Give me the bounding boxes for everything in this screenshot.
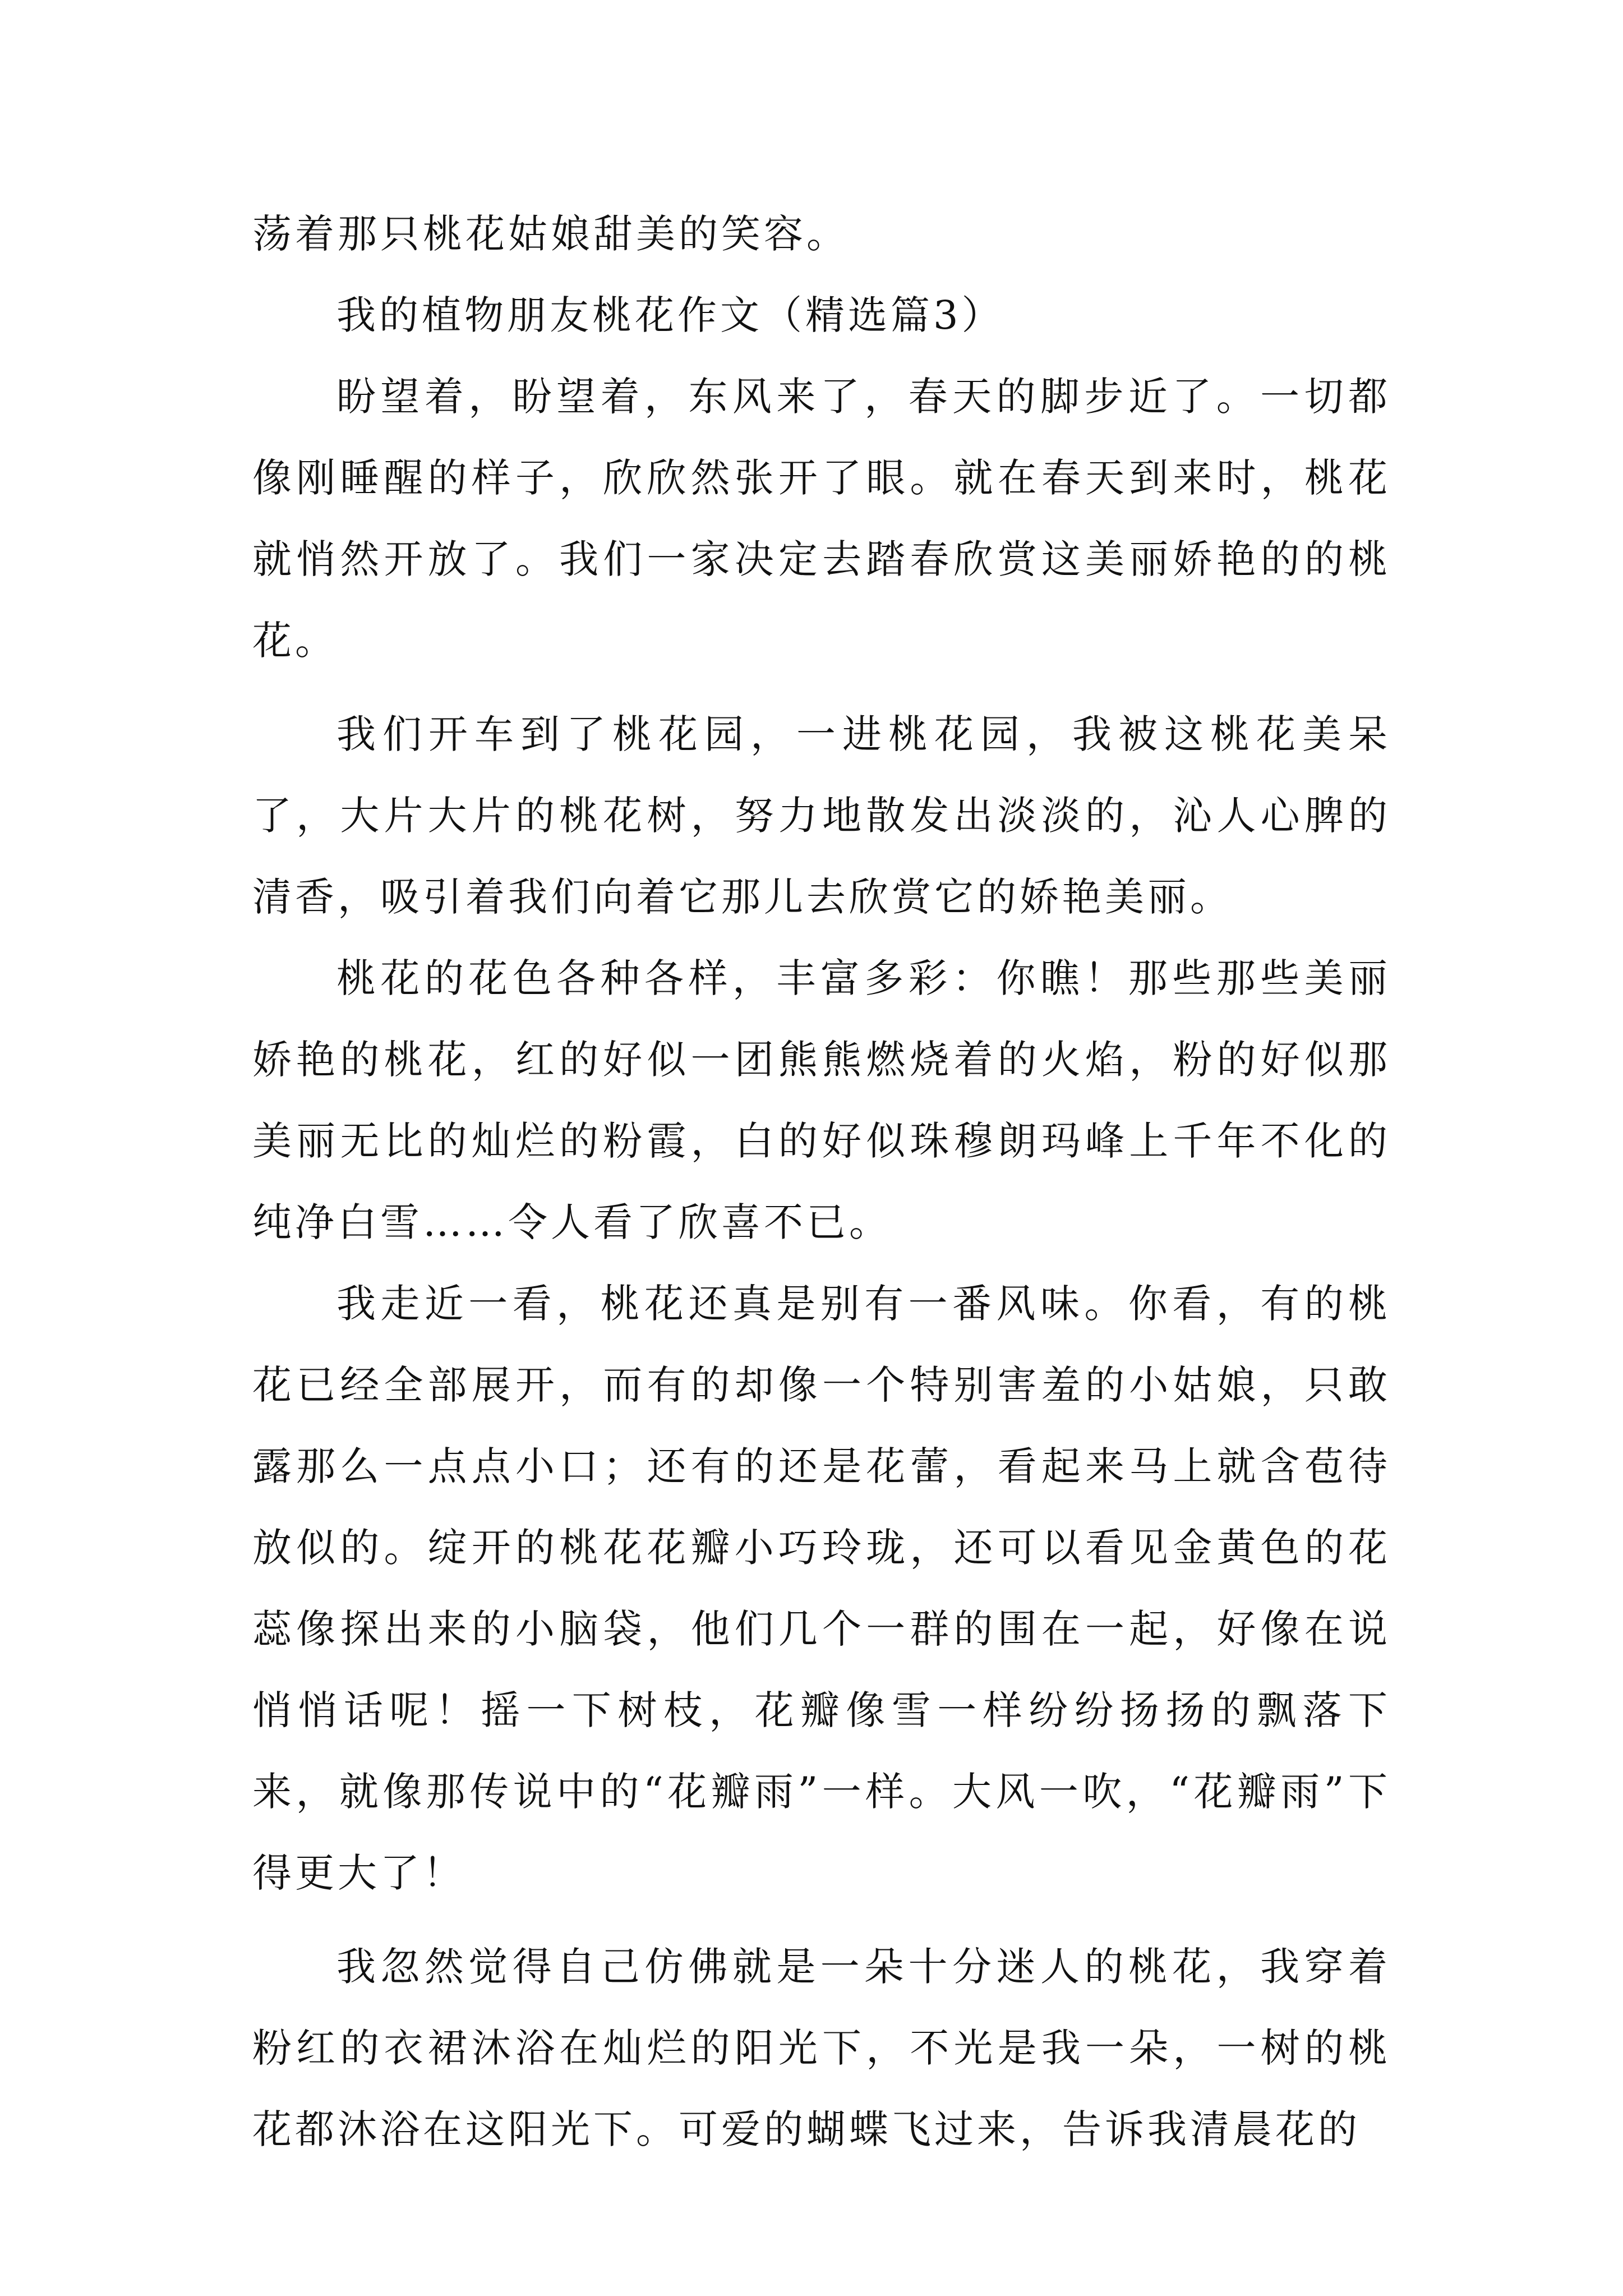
- document-body: [252, 194, 1391, 2170]
- section-heading: 我的植物朋友桃花作文（精选篇3）: [336, 292, 1004, 338]
- paragraph: 我忽然觉得自己仿佛就是一朵十分迷人的桃花，我穿着粉红的衣裙沐浴在灿烂的阳光下，不光是我一朵，一树的桃花都沐浴在这阳光下。可爱的蝴蝶飞过来，告诉我清晨花的: [252, 1944, 1391, 2152]
- paragraph: 盼望着，盼望着，东风来了，春天的脚步近了。一切都像刚睡醒的样子，欣欣然张开了眼。就在春天到来时，桃花就悄然开放了。我们一家决定去踏春欣赏这美丽娇艳的的桃花。: [252, 374, 1391, 664]
- paragraph: 我走近一看，桃花还真是别有一番风味。你看，有的桃花已经全部展开，而有的却像一个特别害羞的小姑娘，只敢露那么一点点小口；还有的还是花蕾，看起来马上就含苞待放似的。绽开的桃花花瓣小巧玲珑，还可以看见金黄色的花蕊像探出来的小脑袋，他们几个一群的围在一起，好像在说悄悄话呢！摇一下树枝，花瓣像雪一样纷纷扬扬的飘落下来，就像那传说中的“花瓣雨”一样。大风一吹，“花瓣雨”下得更大了！: [252, 1281, 1391, 1896]
- paragraph-continuation: 荡着那只桃花姑娘甜美的笑容。: [252, 211, 849, 257]
- paragraph: 我们开车到了桃花园，一进桃花园，我被这桃花美呆了，大片大片的桃花树，努力地散发出淡淡的，沁人心脾的清香，吸引着我们向着它那儿去欣赏它的娇艳美丽。: [252, 711, 1391, 920]
- paragraph: 桃花的花色各种各样，丰富多彩：你瞧！那些那些美丽娇艳的桃花，红的好似一团熊熊燃烧着的火焰，粉的好似那美丽无比的灿烂的粉霞，白的好似珠穆朗玛峰上千年不化的纯净白雪……令人看了欣喜不已。: [252, 955, 1391, 1245]
